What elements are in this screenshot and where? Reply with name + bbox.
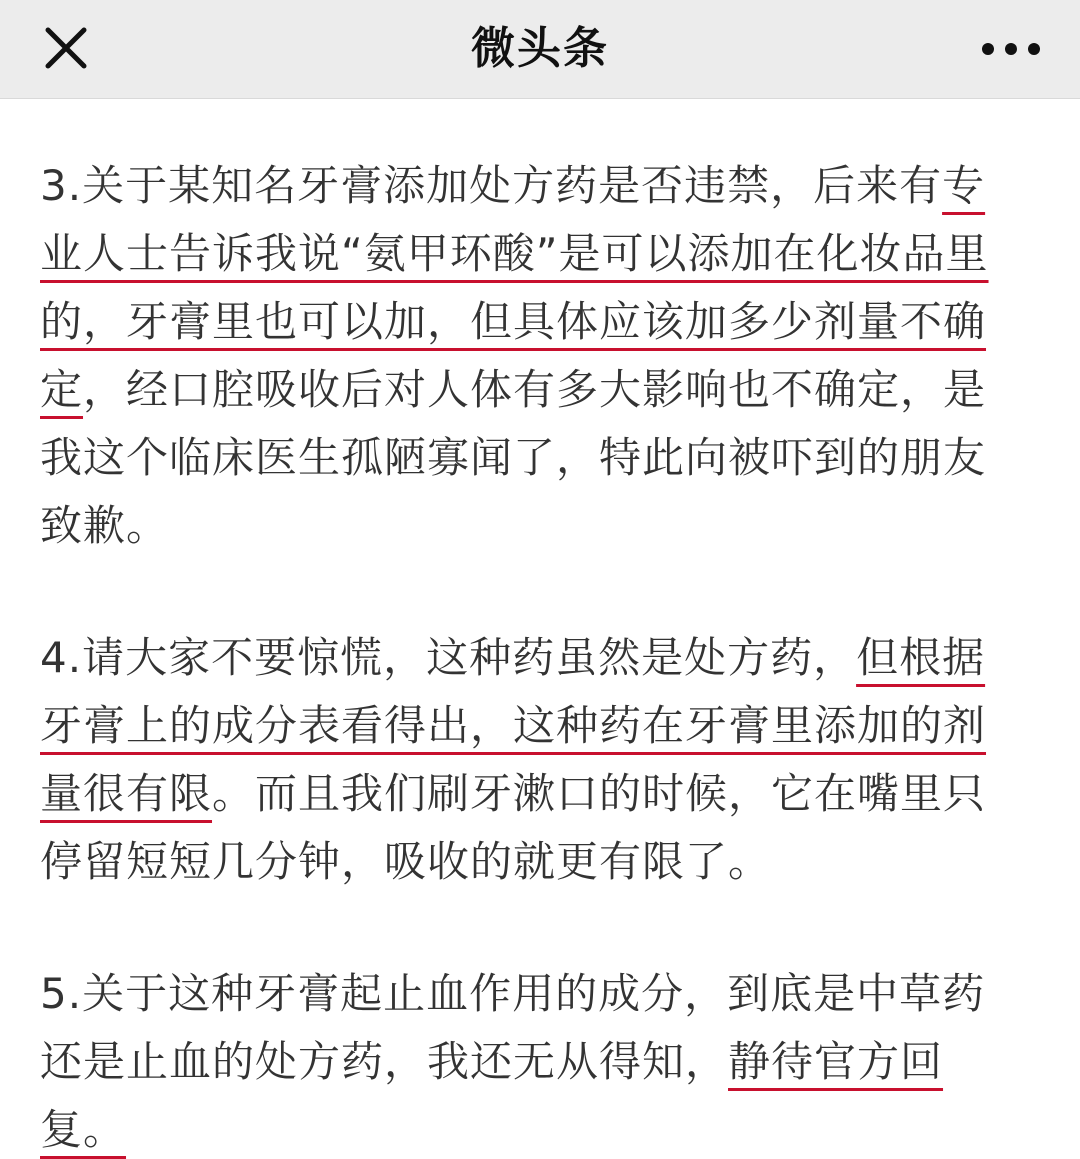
paragraph-5-text: 5.关于这种牙膏起止血作用的成分，到底是中草药还是止血的处方药，我还无从得知， — [40, 969, 986, 1086]
top-navigation-bar — [0, 0, 1080, 99]
page-title: 微头条 — [471, 23, 609, 74]
more-dots-icon — [981, 42, 1041, 56]
paragraph-3-underlined: 专业人士告诉我说“氨甲环酸”是可以添加在化妆品里的，牙膏里也可以加，但具体应该加多少剂量不确定 — [40, 161, 989, 414]
paragraph-3 — [40, 152, 1015, 560]
article-body — [40, 152, 1015, 1159]
paragraph-4-text: 4.请大家不要惊慌，这种药虽然是处方药， — [40, 633, 857, 682]
paragraph-4-underlined: 但根据牙膏上的成分表看得出，这种药在牙膏里添加的剂量很有限 — [40, 633, 987, 818]
paragraph-4-tail: 。而且我们刷牙漱口的时候，它在嘴里只停留短短几分钟，吸收的就更有限了。 — [40, 769, 987, 886]
paragraph-5 — [40, 960, 1015, 1159]
paragraph-4 — [40, 624, 1015, 896]
paragraph-5-underlined: 静待官方回复。 — [40, 1037, 944, 1154]
more-button[interactable] — [976, 24, 1046, 74]
paragraph-3-tail: ，经口腔吸收后对人体有多大影响也不确定，是我这个临床医生孤陋寡闻了，特此向被吓到的朋友致歉。 — [40, 365, 987, 550]
paragraph-3-text: 3.关于某知名牙膏添加处方药是否违禁，后来有 — [40, 161, 943, 210]
